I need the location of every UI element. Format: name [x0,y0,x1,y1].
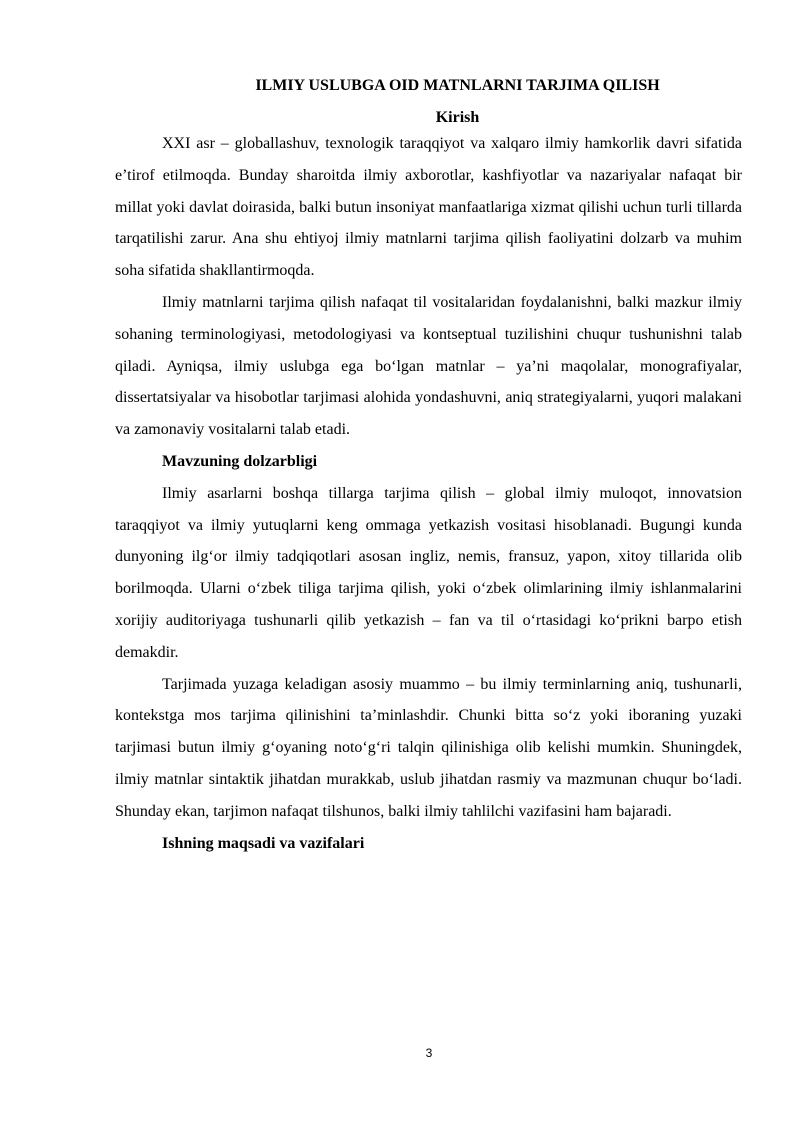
document-title: ILMIY USLUBGA OID MATNLARNI TARJIMA QILISH [255,77,660,94]
page-number: 3 [425,1046,433,1060]
document-body [115,128,742,859]
paragraph-relevance-2: Tarjimada yuzaga keladigan asosiy muammo – bu ilmiy terminlarning aniq, tushunarli, kontekstga mos tarjima qilinishini ta’minlashdir. Chunki bitta so‘z yoki iboraning yuzaki tarjimasi butun ilmiy g‘oyaning noto‘g‘ri talqin qilinishiga olib kelishi mumkin. Shuningdek, ilmiy matnlar sintaktik jihatdan murakkab, uslub jihatdan rasmiy va mazmunan chuqur bo‘ladi. Shunday ekan, tarjimon nafaqat tilshunos, balki ilmiy tahlilchi vazifasini ham bajaradi. [115,675,742,820]
section-heading-relevance: Mavzuning dolzarbligi [162,452,318,470]
section-heading-goals: Ishning maqsadi va vazifalari [162,834,365,852]
paragraph-relevance-1: Ilmiy asarlarni boshqa tillarga tarjima qilish – global ilmiy muloqot, innovatsion taraqqiyot va ilmiy yutuqlarni keng ommaga yetkazish vositasi hisoblanadi. Bugungi kunda dunyoning ilg‘or ilmiy tadqiqotlari asosan ingliz, nemis, fransuz, yapon, xitoy tillarida olib borilmoqda. Ularni o‘zbek tiliga tarjima qilish, yoki o‘zbek olimlarining ilmiy ishlanmalarini xorijiy auditoriyaga tushunarli qilib yetkazish – fan va til o‘rtasidagi ko‘prikni barpo etish demakdir. [115,484,742,661]
paragraph-intro-1: XXI asr – globallashuv, texnologik taraqqiyot va xalqaro ilmiy hamkorlik davri sifatida e’tirof etilmoqda. Bunday sharoitda ilmiy axborotlar, kashfiyotlar va nazariyalar nafaqat bir millat yoki davlat doirasida, balki butun insoniyat manfaatlariga xizmat qilishi uchun turli tillarda tarqatilishi zarur. Ana shu ehtiyoj ilmiy matnlarni tarjima qilish faoliyatini dolzarb va muhim soha sifatida shakllantirmoqda. [115,135,742,280]
paragraph-intro-2: Ilmiy matnlarni tarjima qilish nafaqat til vositalaridan foydalanishni, balki mazkur ilmiy sohaning terminologiyasi, metodologiyasi va kontseptual tuzilishini chuqur tushunishni talab qiladi. Ayniqsa, ilmiy uslubga ega bo‘lgan matnlar – ya’ni maqolalar, monografiyalar, dissertatsiyalar va hisobotlar tarjimasi alohida yondashuvni, aniq strategiyalarni, yuqori malakani va zamonaviy vositalarni talab etadi. [115,293,742,439]
section-heading-introduction: Kirish [435,109,480,126]
